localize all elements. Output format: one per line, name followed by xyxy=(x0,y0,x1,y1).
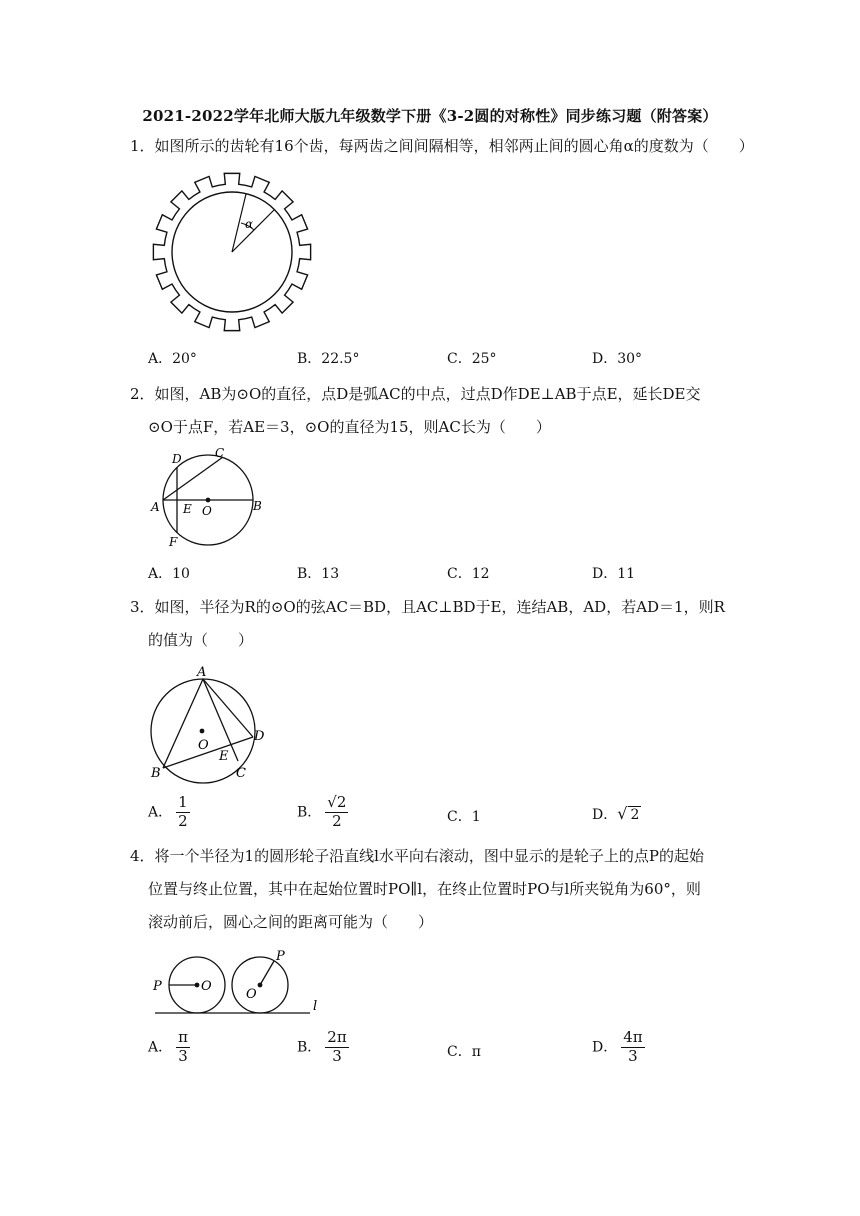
q3-option-a-prefix: A． xyxy=(148,804,173,821)
q2-label-f: F xyxy=(169,535,178,549)
q3-option-d-prefix: D． xyxy=(592,807,618,823)
q1-option-a[interactable]: A．20° xyxy=(148,351,197,367)
gear-figure xyxy=(150,170,315,335)
q4-stem-line3: 滚动前后，圆心之间的距离可能为（ ） xyxy=(148,913,434,931)
q3-stem-line1: 3．如图，半径为R的⊙O的弦AC＝BD，且AC⊥BD于E，连结AB，AD，若AD＝1，则R xyxy=(130,598,725,616)
q3-option-b-fraction: $\frac{√2}{2}$ xyxy=(327,793,347,830)
q4-label-o2: O xyxy=(246,987,257,1002)
q2-stem-line1: 2．如图，AB为⊙O的直径，点D是弧AC的中点，过点D作DE⊥AB于点E，延长DE交 xyxy=(130,385,701,403)
q3-label-o: O xyxy=(198,738,209,753)
sqrt-icon: √ xyxy=(617,804,628,823)
q3-option-b-prefix: B． xyxy=(297,804,322,821)
q4-label-p1: P xyxy=(153,979,162,994)
q1-stem: 1．如图所示的齿轮有16个齿，每两齿之间间隔相等，相邻两止间的圆心角α的度数为（ ） xyxy=(130,137,754,155)
q2-figure xyxy=(145,445,270,555)
q2-stem-line2: ⊙O于点F，若AE＝3，⊙O的直径为15，则AC长为（ ） xyxy=(148,418,551,436)
q2-option-d[interactable]: D．11 xyxy=(592,566,636,582)
q3-option-b[interactable] xyxy=(297,795,348,830)
q4-option-d[interactable] xyxy=(592,1030,645,1065)
q3-label-b: B xyxy=(151,766,161,781)
q4-option-c[interactable]: C．π xyxy=(447,1044,481,1060)
q4-option-a-prefix: A． xyxy=(148,1039,173,1056)
q4-stem-line1: 4．将一个半径为1的圆形轮子沿直线l水平向右滚动，图中显示的是轮子上的点P的起始 xyxy=(130,847,704,865)
q4-option-b[interactable] xyxy=(297,1030,349,1065)
q2-option-a[interactable]: A．10 xyxy=(148,566,190,582)
q3-option-c[interactable]: C．1 xyxy=(447,809,481,825)
q3-figure xyxy=(145,660,270,785)
q3-label-d: D xyxy=(254,729,265,744)
q3-option-a[interactable] xyxy=(148,795,190,830)
q1-option-d[interactable]: D．30° xyxy=(592,351,643,367)
q2-option-c[interactable]: C．12 xyxy=(447,566,490,582)
q2-label-d: D xyxy=(172,452,182,466)
q4-option-d-prefix: D． xyxy=(592,1039,618,1056)
q2-label-c: C xyxy=(215,446,225,460)
q4-option-b-prefix: B． xyxy=(297,1039,322,1056)
q4-label-o1: O xyxy=(201,979,212,994)
q4-label-l: l xyxy=(313,999,318,1014)
q4-option-b-fraction: $\frac{2\pi}{3}$ xyxy=(327,1028,347,1065)
q1-option-b[interactable]: B．22.5° xyxy=(297,351,360,367)
q4-option-a-fraction: $\frac{\pi}{3}$ xyxy=(178,1028,188,1065)
q2-label-e: E xyxy=(183,502,192,516)
q4-label-p2: P xyxy=(276,949,285,964)
q3-label-c: C xyxy=(236,766,246,781)
q3-option-d-radicand: 2 xyxy=(630,807,640,823)
q4-option-a[interactable] xyxy=(148,1030,190,1065)
q4-stem-line2: 位置与终止位置，其中在起始位置时PO∥l，在终止位置时PO与l所夹锐角为60°，则 xyxy=(148,880,701,898)
q2-label-b: B xyxy=(253,499,262,513)
q2-label-o: O xyxy=(202,504,212,518)
q2-label-a: A xyxy=(151,500,160,514)
alpha-label: α xyxy=(245,217,254,231)
q3-option-d[interactable] xyxy=(592,804,641,824)
q1-option-c[interactable]: C．25° xyxy=(447,351,497,367)
q4-figure xyxy=(145,945,330,1020)
q4-option-d-fraction: $\frac{4\pi}{3}$ xyxy=(623,1028,643,1065)
q2-option-b[interactable]: B．13 xyxy=(297,566,340,582)
q3-label-a: A xyxy=(197,665,207,680)
q3-option-a-fraction: $\frac{1}{2}$ xyxy=(178,793,188,830)
q3-stem-line2: 的值为（ ） xyxy=(148,631,254,649)
q3-label-e: E xyxy=(219,749,229,764)
page-title: 2021-2022学年北师大版九年级数学下册《3-2圆的对称性》同步练习题（附答案） xyxy=(142,107,718,125)
